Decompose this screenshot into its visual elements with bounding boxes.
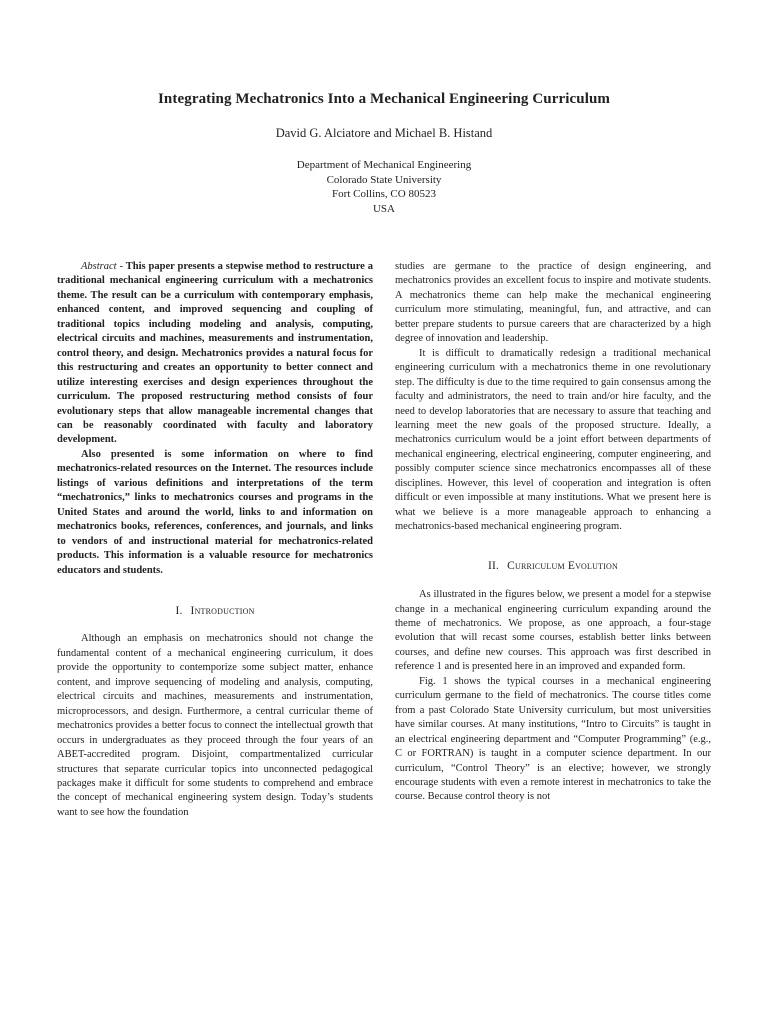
intro-paragraph-2: It is difficult to dramatically redesign a traditional mechanical engineering curriculum with a mechatronics theme in one revolutionary step. The difficulty is due to the time required to gain consensus among the faculty and administrators, the need to train and/or hire faculty, and the need to develop laboratories that are necessary to assure that teaching and learning meet the new goals of the proposed structure. Ideally, a mechatronics curriculum would be a joint effort between departments of mechanical engineering, electrical engineering, computer engineering, and possibly computer science since mechatronics encompasses all of these disciplines. However, this level of cooperation and integration is often difficult or even impossible at many institutions. What we present here is what we believe is a more manageable approach to enhancing a mechatronics-based mechanical engineering program. <box>395 347 711 533</box>
affiliation-department: Department of Mechanical Engineering <box>296 159 472 171</box>
evolution-paragraph-2: Fig. 1 shows the typical courses in a mechanical engineering curriculum germane to the field of mechatronics. The course titles come from a past Colorado State University curriculum, but most universities have similar courses. At many institutions, “Intro to Circuits” is taught in an electrical engineering department and “Computer Programming” (e.g., C or FORTRAN) is taught in a computer science department. In our curriculum, “Control Theory” is an elective; however, we strongly encourage students with even a remote interest in mechatronics to take the course. Because control theory is not <box>395 675 711 803</box>
section-title: Curriculum Evolution <box>507 559 619 572</box>
section-number: II. <box>487 559 500 572</box>
affiliation-university: Colorado State University <box>326 173 442 186</box>
right-column <box>395 260 711 805</box>
affiliation-city: Fort Collins, CO 80523 <box>332 188 436 201</box>
section-title: Introduction <box>190 604 255 617</box>
abstract-label: Abstract - <box>81 261 124 272</box>
affiliation <box>0 158 768 216</box>
affiliation-country: USA <box>372 202 395 215</box>
intro-paragraph-1: Although an emphasis on mechatronics should not change the fundamental content of a mechanical engineering curriculum, it does provide the opportunity to contemporize some subject matter, enhance content, and improve sequencing of modeling and analysis, computing, electrical circuits and machines, measurements and instrumentation, microprocessors, and design. Furthermore, a central curricular theme of mechatronics provides a better focus to connect the intellectual growth that occurs in undergraduates as they proceed through the four years of an ABET-accredited program. Disjoint, compartmentalized curricular structures that separate curricular topics into unconnected pedagogical packages make it difficult for some students to comprehend and embrace the concept of mechanical engineering system design. Today’s students want to see how the foundation <box>57 633 373 818</box>
section-heading-introduction <box>57 604 373 618</box>
abstract-text: This paper presents a stepwise method to restructure a traditional mechanical engineering curriculum with a mechatronics theme. The result can be a curriculum with contemporary emphasis, enhanced content, and improved sequencing and coupling of traditional topics including modeling and analysis, computing, electrical circuits and machines, measurements and instrumentation, control theory, and design. Mechatronics provides a natural focus for this restructuring and creates an opportunity to better connect and utilize interesting exercises and design experiences throughout the curriculum. The proposed restructuring method consists of four evolutionary steps that allow manageable incremental changes that can be reasonably coordinated with faculty and laboratory development. <box>57 261 374 446</box>
paper-title: Integrating Mechatronics Into a Mechanical Engineering Curriculum <box>157 91 611 107</box>
left-column <box>57 260 373 820</box>
section-number: I. <box>175 604 183 617</box>
authors: David G. Alciatore and Michael B. Histand <box>275 126 493 140</box>
abstract-paragraph-2: Also presented is some information on where to find mechatronics-related resources on the Internet. The resources include listings of various definitions and interpretations of the term “mechatronics,” links to mechatronics courses and programs in the United States and around the world, links to and information on mechatronics books, references, conferences, and journals, and links to vendors of and instructional material for mechatronics-related products. This information is a valuable resource for mechatronics educators and students. <box>57 448 373 576</box>
section-heading-curriculum-evolution <box>395 559 711 573</box>
evolution-paragraph-1: As illustrated in the figures below, we present a model for a stepwise change in a mechanical engineering curriculum expanding around the theme of mechatronics. We propose, as one approach, a four-stage evolution that will recast some courses, establish better links between courses, and define new courses. This approach was first described in reference 1 and is presented here in an improved and expanded form. <box>395 589 711 673</box>
intro-paragraph-1-continued: studies are germane to the practice of design engineering, and mechatronics provides an excellent focus to inspire and motivate students. A mechatronics theme can help make the mechanical engineering curriculum more stimulating, meaningful, fun, and attractive, and can better prepare students to pursue careers that are characterized by a high degree of innovation and leadership. <box>395 261 711 345</box>
abstract-paragraph <box>57 260 373 448</box>
